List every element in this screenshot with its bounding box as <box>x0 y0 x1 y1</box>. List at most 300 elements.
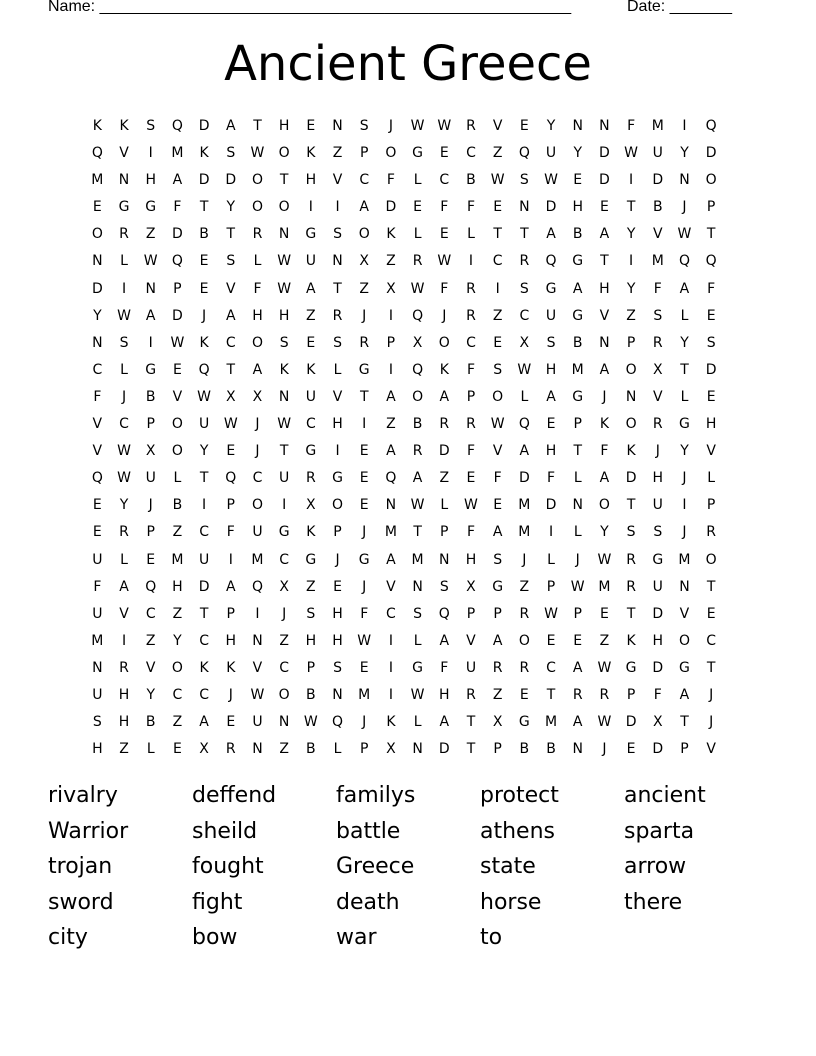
grid-letter: D <box>599 145 610 162</box>
grid-letter: G <box>572 253 584 270</box>
grid-letter: I <box>148 145 153 162</box>
grid-letter: N <box>599 334 610 351</box>
grid-letter: N <box>572 741 583 758</box>
grid-letter: T <box>226 226 236 243</box>
grid-letter: T <box>199 470 209 487</box>
grid-letter: F <box>253 280 262 297</box>
grid-letter: R <box>119 524 129 541</box>
grid-letter: O <box>625 361 637 378</box>
grid-letter: A <box>199 714 209 731</box>
grid-letter: W <box>117 470 131 487</box>
grid-letter: A <box>359 199 369 216</box>
grid-letter: E <box>546 416 556 433</box>
grid-letter: E <box>359 443 369 460</box>
word-list-item: Warrior <box>48 818 129 844</box>
grid-letter: G <box>625 659 637 676</box>
grid-letter: V <box>145 659 156 676</box>
grid-letter: D <box>172 307 183 324</box>
grid-letter: H <box>332 632 343 649</box>
grid-letter: N <box>679 172 690 189</box>
grid-letter: M <box>411 551 424 568</box>
grid-letter: D <box>438 741 450 758</box>
grid-letter: Q <box>518 416 530 433</box>
grid-letter: K <box>386 226 396 243</box>
grid-letter: E <box>466 470 476 487</box>
grid-letter: G <box>412 659 424 676</box>
grid-letter: X <box>652 714 663 731</box>
grid-letter: Y <box>680 334 689 351</box>
grid-letter: E <box>359 497 369 514</box>
grid-letter: P <box>466 605 476 622</box>
grid-letter: A <box>386 388 396 405</box>
grid-letter: Q <box>545 253 557 270</box>
grid-letter: O <box>358 226 370 243</box>
grid-letter: D <box>385 199 397 216</box>
grid-letter: Z <box>386 253 396 270</box>
grid-letter: V <box>492 443 503 460</box>
grid-letter: E <box>573 172 583 189</box>
grid-letter: H <box>705 416 717 433</box>
grid-letter: I <box>629 253 634 270</box>
grid-letter: C <box>359 172 370 189</box>
grid-letter: W <box>117 307 131 324</box>
grid-letter: A <box>386 551 396 568</box>
grid-letter: A <box>439 714 450 731</box>
grid-letter: G <box>145 199 157 216</box>
grid-letter: L <box>680 388 689 405</box>
grid-letter: K <box>599 416 609 433</box>
grid-letter: T <box>546 686 556 703</box>
grid-letter: E <box>493 334 503 351</box>
grid-letter: B <box>306 686 316 703</box>
grid-letter: X <box>466 578 476 595</box>
grid-letter: C <box>199 686 209 703</box>
grid-letter: J <box>335 551 340 568</box>
grid-letter: E <box>172 741 182 758</box>
grid-letter: W <box>250 686 265 703</box>
grid-letter: C <box>439 172 450 189</box>
grid-letter: J <box>362 578 367 595</box>
grid-letter: F <box>466 361 475 378</box>
grid-letter: I <box>388 632 393 649</box>
grid-letter: N <box>92 334 103 351</box>
grid-letter: J <box>522 551 527 568</box>
grid-letter: H <box>118 714 130 731</box>
grid-letter: D <box>599 172 610 189</box>
grid-letter: Y <box>546 118 556 134</box>
grid-letter: V <box>679 605 690 622</box>
grid-letter: E <box>439 145 449 162</box>
grid-letter: Z <box>492 307 503 324</box>
grid-letter: D <box>225 172 237 189</box>
grid-letter: D <box>438 443 450 460</box>
grid-letter: K <box>306 524 316 541</box>
grid-letter: N <box>118 172 130 189</box>
word-list-item: trojan <box>48 854 113 880</box>
grid-letter: O <box>385 145 397 162</box>
grid-letter: G <box>679 416 690 433</box>
grid-letter: D <box>705 361 717 378</box>
grid-letter: F <box>93 388 102 405</box>
grid-letter: R <box>439 416 450 433</box>
grid-letter: X <box>279 578 289 595</box>
grid-letter: E <box>226 443 236 460</box>
grid-letter: B <box>199 226 209 243</box>
grid-letter: J <box>602 388 607 405</box>
grid-letter: E <box>573 632 583 649</box>
grid-letter: V <box>252 659 263 676</box>
grid-letter: U <box>145 470 156 487</box>
grid-letter: P <box>226 497 235 514</box>
grid-letter: I <box>308 199 313 216</box>
grid-letter: E <box>519 686 529 703</box>
grid-letter: A <box>306 280 316 297</box>
grid-letter: S <box>439 578 449 595</box>
grid-letter: W <box>437 118 452 134</box>
word-list-item: fight <box>192 889 243 915</box>
grid-letter: G <box>412 145 424 162</box>
word-list-item: horse <box>480 889 542 915</box>
grid-letter: J <box>148 497 153 514</box>
grid-letter: L <box>573 524 582 541</box>
grid-letter: P <box>680 741 689 758</box>
grid-letter: M <box>171 551 184 568</box>
grid-letter: X <box>306 497 316 514</box>
grid-letter: O <box>171 443 183 460</box>
grid-letter: O <box>251 199 263 216</box>
grid-letter: V <box>119 605 129 622</box>
grid-letter: W <box>624 145 639 162</box>
grid-letter: H <box>92 741 103 758</box>
grid-letter: E <box>706 307 716 324</box>
grid-letter: R <box>332 307 343 324</box>
grid-letter: A <box>225 118 236 134</box>
grid-letter: J <box>442 307 447 324</box>
grid-letter: U <box>252 524 263 541</box>
word-list-item: ancient <box>624 783 706 808</box>
grid-letter: Q <box>412 307 424 324</box>
grid-letter: C <box>119 416 129 433</box>
grid-letter: S <box>519 280 529 297</box>
grid-letter: D <box>545 497 557 514</box>
grid-letter: A <box>225 578 236 595</box>
grid-letter: P <box>226 605 235 622</box>
grid-letter: A <box>145 307 156 324</box>
grid-letter: N <box>332 118 343 134</box>
grid-letter: R <box>626 551 636 568</box>
grid-letter: Q <box>251 578 263 595</box>
grid-letter: G <box>518 714 530 731</box>
grid-letter: M <box>518 524 531 541</box>
grid-letter: W <box>490 172 505 189</box>
grid-letter: V <box>172 388 183 405</box>
grid-letter: Z <box>626 307 636 324</box>
grid-letter: V <box>225 280 236 297</box>
grid-letter: K <box>279 361 289 378</box>
grid-letter: D <box>625 470 637 487</box>
grid-letter: N <box>599 118 610 134</box>
grid-letter: A <box>679 280 690 297</box>
grid-letter: N <box>625 388 637 405</box>
grid-letter: V <box>652 388 663 405</box>
grid-letter: L <box>120 551 128 568</box>
grid-letter: H <box>252 307 263 324</box>
grid-letter: X <box>225 388 236 405</box>
grid-letter: C <box>386 605 396 622</box>
grid-letter: J <box>282 605 287 622</box>
grid-letter: X <box>412 334 423 351</box>
grid-letter: A <box>599 226 610 243</box>
grid-letter: G <box>332 470 343 487</box>
grid-letter: Z <box>492 686 503 703</box>
grid-letter: Q <box>385 470 397 487</box>
grid-letter: P <box>466 388 476 405</box>
grid-letter: D <box>198 118 210 134</box>
grid-letter: Y <box>626 280 636 297</box>
grid-letter: P <box>306 659 316 676</box>
grid-letter: J <box>362 307 367 324</box>
grid-letter: Q <box>225 470 237 487</box>
grid-letter: W <box>410 118 425 134</box>
grid-letter: S <box>413 605 423 622</box>
grid-letter: V <box>119 145 129 162</box>
grid-letter: C <box>492 253 503 270</box>
grid-letter: W <box>677 226 692 243</box>
grid-letter: L <box>707 470 716 487</box>
grid-letter: S <box>493 551 503 568</box>
grid-letter: H <box>545 443 557 460</box>
grid-letter: W <box>597 551 612 568</box>
grid-letter: L <box>520 388 529 405</box>
grid-letter: N <box>278 714 290 731</box>
grid-letter: Z <box>492 145 503 162</box>
grid-letter: S <box>306 605 316 622</box>
grid-letter: W <box>410 280 425 297</box>
grid-letter: N <box>278 388 290 405</box>
grid-letter: T <box>466 714 476 731</box>
grid-letter: D <box>198 172 210 189</box>
grid-letter: U <box>545 307 557 324</box>
grid-letter: P <box>573 416 582 433</box>
grid-letter: T <box>573 443 582 460</box>
grid-letter: I <box>148 334 153 351</box>
word-list-item: there <box>624 889 683 915</box>
grid-letter: X <box>492 714 503 731</box>
word-list-item: to <box>480 925 503 951</box>
grid-letter: Z <box>145 632 156 649</box>
grid-letter: E <box>439 226 449 243</box>
word-list-item: sparta <box>624 818 695 844</box>
grid-letter: P <box>146 524 155 541</box>
grid-letter: U <box>279 470 290 487</box>
grid-letter: K <box>306 145 316 162</box>
grid-letter: U <box>92 605 103 622</box>
grid-letter: G <box>118 199 130 216</box>
grid-letter: R <box>626 578 636 595</box>
grid-letter: E <box>546 632 556 649</box>
grid-letter: I <box>388 659 393 676</box>
word-list-item: deffend <box>192 783 277 808</box>
grid-letter: V <box>466 632 476 649</box>
grid-letter: L <box>680 307 689 324</box>
grid-letter: W <box>544 605 558 622</box>
grid-letter: F <box>493 470 502 487</box>
grid-letter: I <box>335 443 340 460</box>
word-list <box>48 779 768 957</box>
grid-letter: E <box>706 388 716 405</box>
grid-letter: Q <box>518 145 530 162</box>
grid-letter: Q <box>705 253 717 270</box>
grid-letter: K <box>199 334 209 351</box>
grid-letter: L <box>333 741 342 758</box>
grid-letter: M <box>678 551 691 568</box>
grid-letter: Y <box>680 145 689 162</box>
grid-letter: C <box>466 334 476 351</box>
grid-letter: H <box>545 361 557 378</box>
grid-letter: S <box>626 524 636 541</box>
grid-letter: I <box>388 361 393 378</box>
grid-letter: F <box>627 118 636 134</box>
grid-letter: E <box>359 470 369 487</box>
grid-letter: N <box>385 497 397 514</box>
grid-letter: E <box>359 659 369 676</box>
grid-letter: D <box>518 470 530 487</box>
grid-letter: Q <box>678 253 690 270</box>
grid-letter: E <box>306 118 316 134</box>
grid-letter: O <box>251 172 263 189</box>
grid-letter: A <box>572 280 583 297</box>
grid-letter: E <box>306 334 316 351</box>
grid-letter: Q <box>198 361 210 378</box>
grid-letter: Y <box>93 307 102 324</box>
grid-letter: B <box>172 497 183 514</box>
grid-letter: S <box>279 334 289 351</box>
grid-letter: M <box>91 632 104 649</box>
grid-letter: A <box>572 659 583 676</box>
grid-letter: R <box>119 659 129 676</box>
grid-letter: E <box>626 741 636 758</box>
grid-letter: U <box>545 145 557 162</box>
grid-letter: N <box>252 741 263 758</box>
grid-letter: U <box>652 578 663 595</box>
grid-letter: E <box>493 497 503 514</box>
grid-letter: J <box>709 686 714 703</box>
grid-letter: E <box>92 524 102 541</box>
grid-letter: P <box>706 497 716 514</box>
grid-letter: M <box>544 714 558 731</box>
grid-letter: L <box>120 253 128 270</box>
grid-letter: P <box>146 416 155 433</box>
grid-letter: T <box>520 226 529 243</box>
grid-letter: H <box>118 686 130 703</box>
grid-letter: P <box>333 524 342 541</box>
grid-letter: T <box>199 199 209 216</box>
grid-letter: E <box>146 551 156 568</box>
grid-letter: B <box>519 741 530 758</box>
grid-letter: C <box>225 334 236 351</box>
grid-letter: I <box>388 307 393 324</box>
grid-letter: O <box>251 334 263 351</box>
grid-letter: B <box>145 388 156 405</box>
grid-letter: G <box>305 443 317 460</box>
grid-letter: W <box>117 443 131 460</box>
grid-letter: H <box>652 470 664 487</box>
grid-letter: E <box>413 199 423 216</box>
grid-letter: A <box>492 632 503 649</box>
grid-letter: M <box>171 145 184 162</box>
grid-letter: Q <box>438 605 450 622</box>
grid-letter: A <box>412 470 423 487</box>
grid-letter: M <box>518 497 531 514</box>
grid-letter: P <box>173 280 182 297</box>
grid-letter: Q <box>91 145 103 162</box>
grid-letter: Q <box>145 578 157 595</box>
grid-letter: Z <box>599 632 610 649</box>
grid-letter: P <box>493 605 502 622</box>
grid-letter: G <box>145 361 157 378</box>
grid-letter: Z <box>279 741 289 758</box>
grid-letter: Z <box>145 226 156 243</box>
date-line: Date: _______ <box>627 0 732 15</box>
grid-letter: T <box>626 605 636 622</box>
grid-letter: H <box>305 172 317 189</box>
grid-letter: H <box>465 551 477 568</box>
grid-letter: C <box>279 659 290 676</box>
grid-letter: W <box>570 578 585 595</box>
grid-letter: R <box>252 226 263 243</box>
grid-letter: G <box>358 361 370 378</box>
grid-letter: K <box>306 361 316 378</box>
name-line: Name: _____________________________________________________ <box>48 0 572 15</box>
grid-letter: N <box>572 118 583 134</box>
grid-letter: D <box>625 714 637 731</box>
grid-letter: D <box>652 741 664 758</box>
grid-letter: L <box>440 497 449 514</box>
grid-letter: L <box>467 226 475 243</box>
grid-letter: R <box>652 416 663 433</box>
grid-letter: M <box>651 118 664 134</box>
grid-letter: O <box>171 416 183 433</box>
grid-letter: N <box>332 253 343 270</box>
grid-letter: K <box>199 659 209 676</box>
grid-letter: C <box>252 470 263 487</box>
grid-letter: Z <box>172 714 183 731</box>
grid-letter: Z <box>359 280 370 297</box>
word-list-item: protect <box>480 783 559 808</box>
grid-letter: C <box>305 416 316 433</box>
grid-letter: O <box>278 199 290 216</box>
grid-letter: X <box>199 741 209 758</box>
grid-letter: N <box>145 280 156 297</box>
grid-letter: A <box>519 443 530 460</box>
grid-letter: L <box>413 632 422 649</box>
grid-letter: R <box>519 253 530 270</box>
grid-letter: B <box>145 714 156 731</box>
grid-letter: I <box>121 632 127 649</box>
grid-letter: S <box>333 226 342 243</box>
grid-letter: V <box>332 388 343 405</box>
grid-letter: S <box>92 714 102 731</box>
grid-letter: S <box>519 172 529 189</box>
grid-letter: P <box>626 334 636 351</box>
grid-letter: P <box>493 741 502 758</box>
grid-letter: P <box>706 199 716 216</box>
grid-letter: H <box>439 686 450 703</box>
grid-letter: E <box>706 605 716 622</box>
grid-letter: I <box>282 497 287 514</box>
grid-letter: L <box>413 226 422 243</box>
grid-letter: T <box>680 361 689 378</box>
